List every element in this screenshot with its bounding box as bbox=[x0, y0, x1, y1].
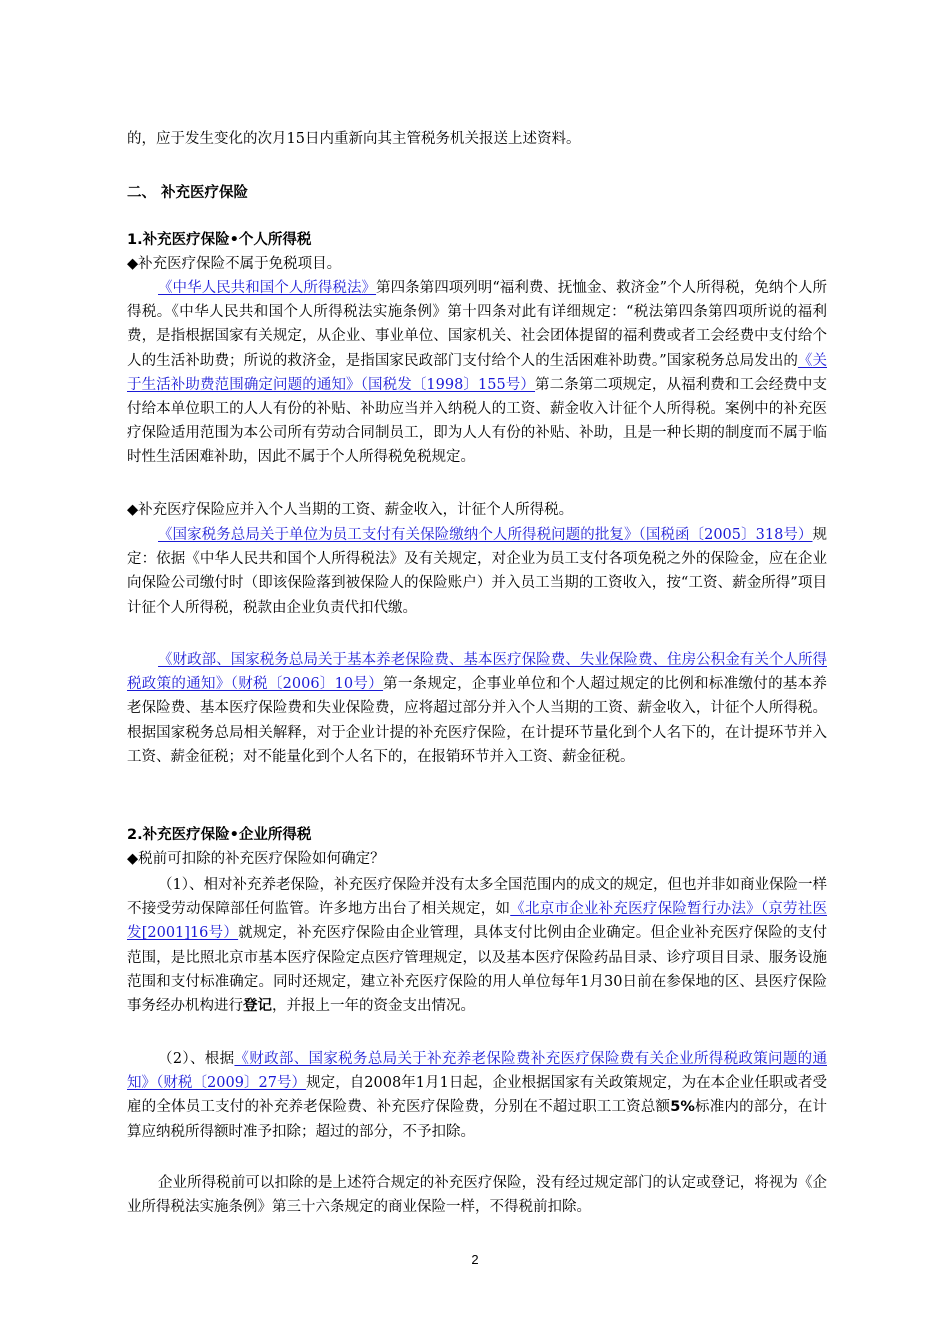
paragraph-beijing-regulation: （1）、相对补充养老保险，补充医疗保险并没有太多全国范围内的成文的规定，但也并非如商业保险一样不接受劳动保障部任何监管。许多地方出台了相关规定，如《北京市企业补充医疗保险暂行办法》（京劳社医发[2001]16号）就规定，补充医疗保险由企业管理，具体支付比例由企业确定。但企业补充医疗保险的支付范围，是比照北京市基本医疗保险定点医疗管理规定，以及基本医疗保险药品目录、诊疗项目目录、服务设施范围和支付标准确定。同时还规定，建立补充医疗保险的用人单位每年1月30日前在参保地的区、县医疗保险事务经办机构进行登记，并报上一年的资金支出情况。 bbox=[127, 877, 828, 1015]
paragraph-pension-notice: 《财政部、国家税务总局关于基本养老保险费、基本医疗保险费、失业保险费、住房公积金有关个人所得税政策的通知》（财税〔2006〕10号）第一条规定，企事业单位和个人超过规定的比例和标准缴付的基本养老保险费、基本医疗保险费和失业保险费，应将超过部分并入个人当期的工资、薪金收入，计征个人所得税。根据国家税务总局相关解释，对于企业计提的补充医疗保险，在计提环节量化到个人名下的，在计提环节并入工资、薪金征税；对不能量化到个人名下的，在报销环节并入工资、薪金征税。 bbox=[127, 652, 827, 765]
bullet-deductible-question: ◆税前可扣除的补充医疗保险如何确定？ bbox=[127, 851, 385, 867]
paragraph-continuation: 的，应于发生变化的次月15日内重新向其主管税务机关报送上述资料。 bbox=[127, 131, 581, 147]
link-personal-income-tax-law[interactable]: 《中华人民共和国个人所得税法》 bbox=[158, 280, 377, 296]
link-living-subsidy-notice[interactable]: 《关于生活补助费范围确定问题的通知》（国税发〔1998〕155号） bbox=[127, 352, 828, 393]
paragraph-conclusion: 企业所得税前可以扣除的是上述符合规定的补充医疗保险，没有经过规定部门的认定或登记，将视为《企业所得税法实施条例》第三十六条规定的商业保险一样，不得税前扣除。 bbox=[127, 1175, 827, 1216]
bullet-merge-into-salary: ◆补充医疗保险应并入个人当期的工资、薪金收入，计征个人所得税。 bbox=[127, 502, 574, 518]
paragraph-finance-notice-2009: （2）、根据《财政部、国家税务总局关于补充养老保险费补充医疗保险费有关企业所得税政策问题的通知》（财税〔2009〕27号）规定，自2008年1月1日起，企业根据国家有关政策规定，为在本企业任职或者受雇的全体员工支付的补充养老保险费、补充医疗保险费，分别在不超过职工工资总额5%标准内的部分，在计算应纳税所得额时准予扣除；超过的部分，不予扣除。 bbox=[127, 1051, 827, 1140]
bullet-not-tax-exempt: ◆补充医疗保险不属于免税项目。 bbox=[127, 256, 342, 272]
subsection-heading-corporate-tax: 2.补充医疗保险•企业所得税 bbox=[127, 827, 312, 843]
paragraph-welfare-definition: 《中华人民共和国个人所得税法》第四条第四项列明“福利费、抚恤金、救济金”个人所得税，免纳个人所得税。《中华人民共和国个人所得税法实施条例》第十四条对此有详细规定：“税法第四条第四项所说的福利费，是指根据国家有关规定，从企业、事业单位、国家机关、社会团体提留的福利费或者工会经费中支付给个人的生活补助费；所说的救济金，是指国家民政部门支付给个人的生活困难补助费。”国家税务总局发出的《关于生活补助费范围确定问题的通知》（国税发〔1998〕155号）第二条第二项规定，从福利费和工会经费中支付给本单位职工的人人有份的补贴、补助应当并入纳税人的工资、薪金收入计征个人所得税。案例中的补充医疗保险适用范围为本公司所有劳动合同制员工，即为人人有份的补贴、补助，且是一种长期的制度而不属于临时性生活困难补助，因此不属于个人所得税免税规定。 bbox=[127, 280, 828, 466]
link-pension-insurance-notice[interactable]: 《财政部、国家税务总局关于基本养老保险费、基本医疗保险费、失业保险费、住房公积金有关个人所得税政策的通知》（财税〔2006〕10号） bbox=[127, 652, 827, 693]
paragraph-insurance-reply: 《国家税务总局关于单位为员工支付有关保险缴纳个人所得税问题的批复》（国税函〔2005〕318号）规定：依据《中华人民共和国个人所得税法》及有关规定，对企业为员工支付各项免税之外的保险金，应在企业向保险公司缴付时（即该保险落到被保险人的保险账户）并入员工当期的工资收入，按“工资、薪金所得”项目计征个人所得税，税款由企业负责代扣代缴。 bbox=[127, 527, 827, 616]
page-number: 2 bbox=[471, 1252, 479, 1267]
link-insurance-tax-reply[interactable]: 《国家税务总局关于单位为员工支付有关保险缴纳个人所得税问题的批复》（国税函〔2005〕318号） bbox=[158, 527, 813, 543]
link-finance-notice-2009[interactable]: 《财政部、国家税务总局关于补充养老保险费补充医疗保险费有关企业所得税政策问题的通知》（财税〔2009〕27号） bbox=[127, 1051, 827, 1092]
subsection-heading-personal-tax: 1.补充医疗保险•个人所得税 bbox=[127, 232, 312, 248]
section-heading: 二、 补充医疗保险 bbox=[127, 185, 249, 201]
link-beijing-supplementary-insurance[interactable]: 《北京市企业补充医疗保险暂行办法》（京劳社医发[2001]16号） bbox=[127, 901, 828, 942]
